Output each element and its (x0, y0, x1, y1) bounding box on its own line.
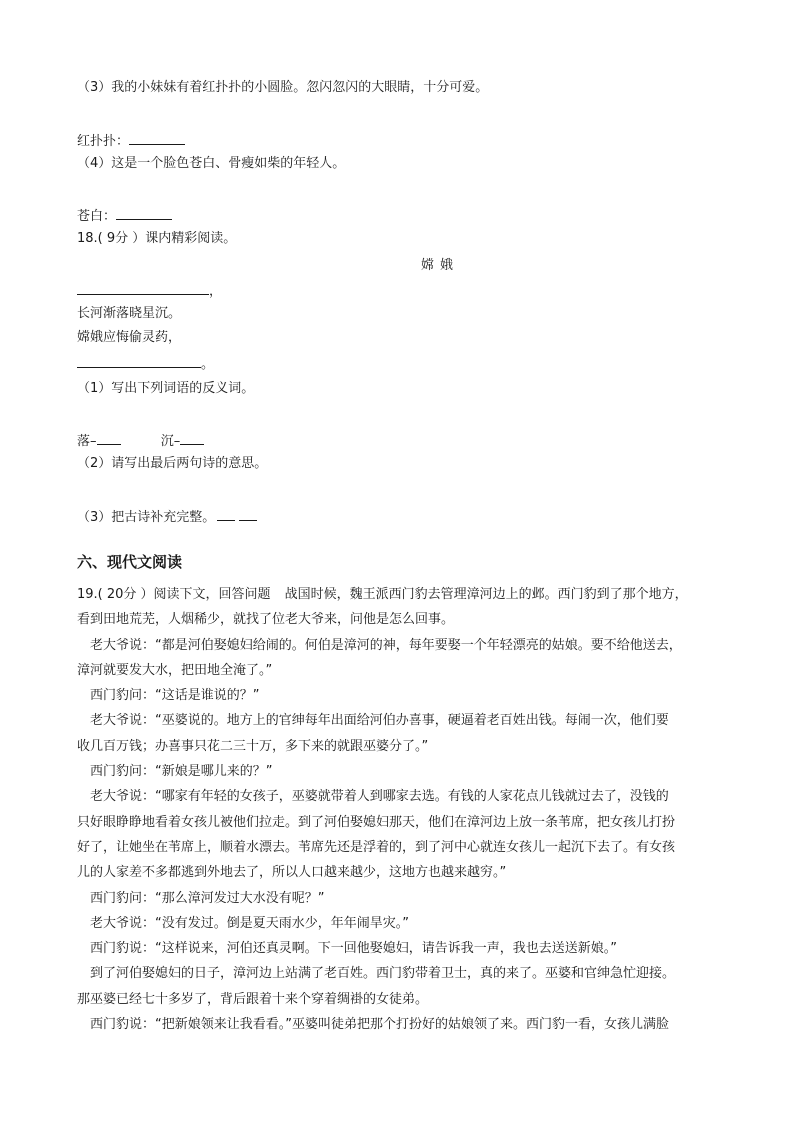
antonym-2-blank[interactable] (180, 430, 204, 445)
passage-line: 好了，让她坐在苇席上，顺着水漂去。苇席先还是浮着的，到了河中心就连女孩儿一起沉下去了。有女孩 (77, 839, 676, 855)
passage-line (77, 582, 717, 607)
poem-line-1-punct: ， (209, 284, 223, 299)
q19-passage (77, 582, 717, 1037)
poem-line-4 (77, 353, 214, 375)
antonym-2-label: 沉– (160, 434, 181, 449)
poem-line-2: 长河渐落晓星沉。 (77, 306, 182, 321)
sub3-blank-1[interactable] (217, 506, 235, 521)
passage-line: 西门豹问：“这话是谁说的？” (90, 688, 260, 704)
poem-blank-2[interactable] (77, 353, 201, 368)
poem-line-3: 嫦娥应悔偷灵药， (77, 330, 182, 345)
q18-sub2: （2）请写出最后两句诗的意思。 (77, 456, 268, 471)
q18-sub3 (77, 506, 257, 528)
passage-text: 战国时候，魏王派西门豹去管理漳河边上的邺。西门豹到了那个地方， (284, 587, 688, 602)
passage-line: 西门豹说：“把新娘领来让我看看。”巫婆叫徒弟把那个打扮好的姑娘领了来。西门豹一看，女孩儿满脸 (90, 1017, 669, 1033)
answer-blank[interactable] (116, 205, 172, 220)
sub3-blank-2[interactable] (239, 506, 257, 521)
passage-line: 老大爷说：“都是河伯娶媳妇给闹的。何伯是漳河的神，每年要娶一个年轻漂亮的姑娘。要不给他送去， (90, 637, 682, 653)
passage-line: 那巫婆已经七十多岁了，背后跟着十来个穿着绸褂的女徒弟。 (77, 991, 429, 1007)
q18-antonyms (77, 430, 204, 452)
antonym-1-label: 落– (77, 434, 97, 449)
q17-item4-answer (77, 205, 172, 227)
q18-header: 18.( 9分 ）课内精彩阅读。 (77, 231, 237, 246)
q17-item4: （4）这是一个脸色苍白、骨瘦如柴的年轻人。 (77, 156, 346, 171)
passage-line: 老大爷说：“没有发过。倒是夏天雨水少，年年闹旱灾。” (90, 915, 409, 931)
poem-title: 嫦娥 (421, 258, 460, 273)
answer-label: 红扑扑： (77, 134, 130, 149)
passage-line: 西门豹问：“新娘是哪儿来的？” (90, 764, 273, 780)
poem-line-4-punct: 。 (201, 357, 215, 372)
passage-line: 西门豹问：“那么漳河发过大水没有呢？” (90, 890, 325, 906)
passage-line: 看到田地荒芜，人烟稀少，就找了位老大爷来，问他是怎么回事。 (77, 612, 455, 628)
answer-label: 苍白： (77, 209, 117, 224)
passage-line: 收几百万钱；办喜事只花二三十万，多下来的就跟巫婆分了。” (77, 738, 429, 754)
section-heading: 六、现代文阅读 (77, 553, 183, 571)
passage-line: 漳河就要发大水，把田地全淹了。” (77, 662, 273, 678)
q18-sub3-text: （3）把古诗补充完整。 (77, 510, 216, 525)
passage-line: 老大爷说：“巫婆说的。地方上的官绅每年出面给河伯办喜事，硬逼着老百姓出钱。每闹一次，他们要 (90, 713, 669, 729)
answer-blank[interactable] (129, 130, 185, 145)
poem-line-1 (77, 280, 222, 302)
passage-line: 到了河伯娶媳妇的日子，漳河边上站满了老百姓。西门豹带着卫士，真的来了。巫婆和官绅急忙迎接。 (90, 966, 676, 982)
q18-sub1: （1）写出下列词语的反义词。 (77, 381, 255, 396)
q17-item3: （3）我的小妹妹有着红扑扑的小圆脸。忽闪忽闪的大眼睛，十分可爱。 (77, 80, 489, 95)
passage-line: 儿的人家差不多都逃到外地去了，所以人口越来越少，这地方也越来越穷。” (77, 865, 507, 881)
q19-header: 19.( 20分 ）阅读下文，回答问题 (77, 587, 271, 602)
poem-blank-1[interactable] (77, 280, 209, 295)
antonym-1-blank[interactable] (97, 430, 121, 445)
passage-line: 西门豹说：“这样说来，河伯还真灵啊。下一回他娶媳妇，请告诉我一声，我也去送送新娘。” (90, 941, 617, 957)
passage-line: 老大爷说：“哪家有年轻的女孩子，巫婆就带着人到哪家去选。有钱的人家花点儿钱就过去了，没钱的 (90, 789, 669, 805)
passage-line: 只好眼睁睁地看着女孩儿被他们拉走。到了河伯娶媳妇那天，他们在漳河边上放一条苇席，把女孩儿打扮 (77, 814, 676, 830)
q17-item3-answer (77, 130, 185, 152)
